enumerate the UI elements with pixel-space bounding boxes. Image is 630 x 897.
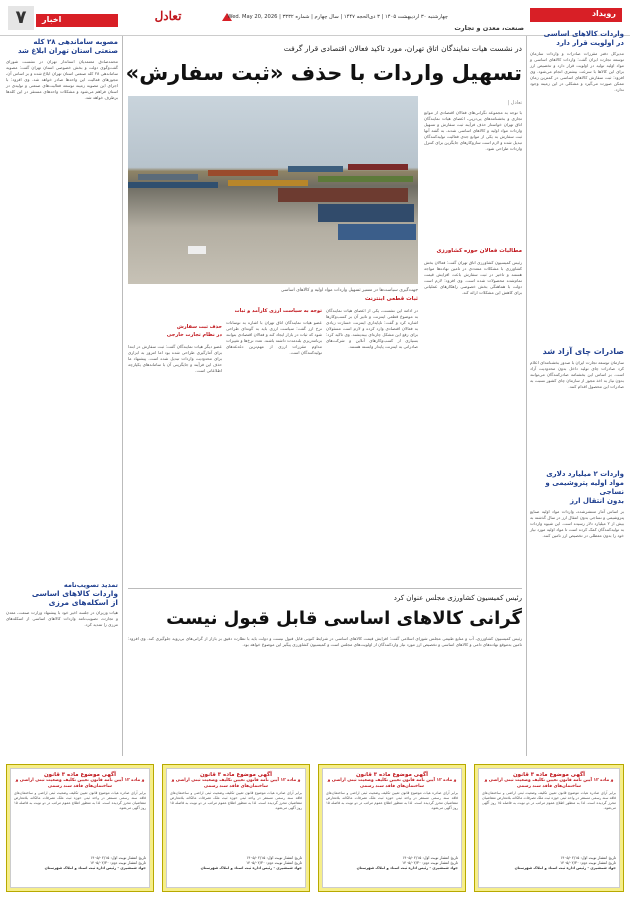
right-head-3b: مواد اولیه پتروشیمی و نساجی — [545, 479, 624, 496]
sub-head-agriculture: مطالبات فعالان حوزه کشاورزی — [436, 248, 522, 254]
body-currency: عضو هیات نمایندگان اتاق تهران با اشاره به نوسانات نرخ ارز گفت: سیاست ارزی باید به گونه‌ای طراحی شود که ثبات در بازار ایجاد کند و فعالان اقتصادی بتوانند برنامه‌ریزی بلندمدت داشته باشند. تعدد نرخ‌ها و تغییرات مداوم مقررات ارزی از مهم‌ترین دغدغه‌های تولیدکنندگان است. — [224, 320, 322, 355]
ad-3-date2: تاریخ انتشار نوبت دوم: ۱۴۰۵/۰۲/۳۰ — [402, 860, 458, 865]
photo-caption: جهت‌گیری سیاست‌ها در مسیر تسهیل واردات مواد اولیه و کالاهای اساسی — [280, 288, 418, 293]
right-head-3: واردات ۲ میلیارد دلاری — [546, 470, 624, 478]
left-body-1: محمدصادق معتمدیان استاندار تهران در نشست شورای گفت‌وگوی دولت و بخش خصوصی استان تهران گفت: مصوبه ساماندهی ۲۸ کله صنعتی استان تهران ابلاغ شده و بر اساس آن، مجوزهای فعالیت این واحدها صادر خواهد شد. وی افزود: با اجرای این مصوبه زمینه توسعه فعالیت‌های صنعتی و تولیدی در استان فراهم می‌شود و مشکلات واحدهای مستقر در این کله‌ها برطرف خواهد شد. — [4, 59, 119, 100]
left-column-divider — [122, 36, 123, 756]
section-right-label: صنعت، معدن و تجارت — [454, 24, 524, 32]
left-column — [6, 38, 118, 756]
ad-3-footer: جواد شمشیری - رئیس اداره ثبت اسناد و املاک شهرستان — [356, 866, 458, 870]
sub-head-currency: توجه به سیاست ارزی کارآمد و ثبات — [234, 308, 322, 314]
right-column-divider — [526, 36, 527, 756]
ad-4-date1: تاریخ انتشار نوبت اول: ۱۴۰۵/۰۲/۱۵ — [560, 855, 616, 860]
right-body-3: بر اساس آمار منتشرشده، واردات مواد اولیه صنایع پتروشیمی و نساجی بدون انتقال ارز در سال گذشته به بیش از ۲ میلیارد دلار رسیده است. این شیوه واردات به تولیدکنندگان کمک کرده است تا مواد اولیه مورد نیاز خود را بدون معطلی در تخصیص ارز تامین کنند. — [528, 509, 624, 538]
left-head-1: مصوبه ساماندهی ۲۸ کله — [33, 38, 118, 46]
left-head-2: تمدید تصویب‌نامه — [63, 581, 118, 589]
ad-4-title: آگهی موضوع ماده ۳ قانون — [512, 772, 586, 778]
main-kicker: در نشست هیات نمایندگان اتاق تهران، مورد تاکید فعالان اقتصادی قرار گرفت — [283, 44, 522, 53]
sub-head-internet: ثبات قطعی ابنترنت — [364, 296, 418, 302]
main-credit: تعادل | — [507, 100, 522, 106]
ad-2-body: برابر آرای صادره هیات موضوع قانون تعیین تکلیف وضعیت ثبتی اراضی و ساختمان‌های فاقد سند رسمی مستقر در واحد ثبتی حوزه ثبت ملک تصرفات مالکانه بلامعارض متقاضیان محرز گردیده است. لذا به منظور اطلاع عموم مراتب در دو نوبت به فاصله ۱۵ روز آگهی می‌شود. — [168, 791, 302, 810]
page-number: ۷ — [8, 6, 34, 30]
ad-4-footer: جواد شمشیری - رئیس اداره ثبت اسناد و املاک شهرستان — [514, 866, 616, 870]
bottom-article-rule — [128, 588, 522, 589]
ad-box-4 — [474, 764, 624, 892]
ad-2-footer: جواد شمشیری - رئیس اداره ثبت اسناد و املاک شهرستان — [200, 866, 302, 870]
body-internet: در ادامه این نشست، یکی از اعضای هیات نمایندگان به موضوع قطعی اینترنت و تاثیر آن بر کسب‌وکارها اشاره کرد و گفت: ناپایداری اینترنت خسارت زیادی به فعالان اقتصادی وارد کرده و لازم است مسئولان برای رفع این مشکل چاره‌ای بیندیشند. وی تاکید کرد: بسیاری از کسب‌وکارهای آنلاین و شرکت‌های صادراتی به اینترنت پایدار وابسته هستند. — [324, 308, 418, 349]
right-body-1: مدیرکل دفتر مقررات صادرات و واردات سازمان توسعه تجارت ایران گفت: واردات کالاهای اساسی و مواد اولیه تولید در اولویت قرار دارد و تخصیص ارز برای این کالاها با سرعت بیشتری انجام می‌شود. وی افزود: ثبت سفارش کالاهای اساسی در کمترین زمان ممکن صورت می‌گیرد و مشکلی در این زمینه وجود ندارد. — [528, 51, 624, 92]
ad-4-date2: تاریخ انتشار نوبت دوم: ۱۴۰۵/۰۲/۳۰ — [560, 860, 616, 865]
ad-box-2 — [162, 764, 310, 892]
right-column — [530, 30, 624, 756]
bottom-kicker: رئیس کمیسیون کشاورزی مجلس عنوان کرد — [393, 594, 522, 602]
ad-1-date1: تاریخ انتشار نوبت اول: ۱۴۰۵/۰۲/۱۵ — [90, 855, 146, 860]
left-head-2c: از اسکله‌های مرزی — [48, 598, 118, 607]
left-head-2b: واردات کالاهای اساسی — [31, 589, 118, 598]
logo: تعادل — [154, 9, 182, 23]
ad-box-1 — [6, 764, 154, 892]
ad-3-title: آگهی موضوع ماده ۳ قانون — [355, 772, 429, 778]
right-head-2: صادرات چای آزاد شد — [542, 347, 624, 356]
ad-4-subtitle: و ماده ۱۳ آیین نامه قانون تعیین تکلیف وضعیت ثبتی اراضی و ساختمان‌های فاقد سند رسمی — [484, 778, 614, 789]
right-head-1: واردات کالاهای اساسی — [543, 30, 624, 38]
sub-head-order-removal: حذف ثبت سفارش — [176, 324, 222, 330]
right-body-2: سازمان توسعه تجارت ایران با صدور بخشنامه‌ای اعلام کرد صادرات چای تولید داخل بدون محدودیت آزاد است. بر اساس این بخشنامه صادرکنندگان می‌توانند بدون نیاز به اخذ مجوز از سازمان چای کشور نسبت به صادرات این محصول اقدام کنند. — [528, 360, 624, 389]
ad-2-date2: تاریخ انتشار نوبت دوم: ۱۴۰۵/۰۲/۳۰ — [246, 860, 302, 865]
section-right-tag: رویداد — [530, 8, 622, 22]
ad-1-subtitle: و ماده ۱۳ آیین نامه قانون تعیین تکلیف وضعیت ثبتی اراضی و ساختمان‌های فاقد سند رسمی — [15, 778, 145, 789]
bottom-headline: گرانی کالاهای اساسی قابل قبول نیست — [166, 608, 522, 629]
dateline: چهارشنبه ۳۰ اردیبهشت ۱۴۰۵ | ۳ ذی‌الحجه ۱۴۴۷ | سال چهارم | شماره ۳۳۳۲ | Wed. May 20, 2026 — [227, 14, 448, 20]
main-lede: با توجه به مجموعه نگرانی‌های فعالان اقتصادی از موانع تجاری و بخشنامه‌های پی‌درپی، اعضای هیات نمایندگان اتاق تهران خواستار حذف فرآیند ثبت سفارش و تسهیل واردات مواد اولیه و کالاهای اساسی شدند. به گفته آنها ثبت سفارش به یکی از موانع جدی فعالیت تولیدکنندگان تبدیل شده و لازم است سازوکارهای جایگزین برای کنترل واردات طراحی شود. — [422, 110, 522, 151]
ad-1-date2: تاریخ انتشار نوبت دوم: ۱۴۰۵/۰۲/۳۰ — [90, 860, 146, 865]
ad-3-subtitle: و ماده ۱۳ آیین نامه قانون تعیین تکلیف وضعیت ثبتی اراضی و ساختمان‌های فاقد سند رسمی — [327, 778, 457, 789]
body-order-removal: عضو دیگر هیات نمایندگان گفت: ثبت سفارش در ابتدا برای آمارگیری طراحی شده بود اما امروز به ابزاری برای محدودیت واردات تبدیل شده است. پیشنهاد ما حذف این فرآیند و جایگزینی آن با سامانه‌های یکپارچه اطلاعاتی است. — [126, 344, 222, 373]
left-head-1b: صنعتی استان تهران ابلاغ شد — [17, 47, 118, 55]
left-body-2: هیات وزیران در جلسه اخیر خود با پیشنهاد وزارت صنعت، معدن و تجارت، تصویب‌نامه واردات کالاهای اساسی از اسکله‌های مرزی را تمدید کرد. — [4, 610, 118, 627]
port-photo — [128, 96, 418, 284]
ad-1-title: آگهی موضوع ماده ۳ قانون — [43, 772, 117, 778]
sub-head-order-removal-b: در نظام تجارت خارجی — [166, 332, 222, 338]
ad-4-body: برابر آرای صادره هیات موضوع قانون تعیین تکلیف وضعیت ثبتی اراضی و ساختمان‌های فاقد سند رسمی مستقر در واحد ثبتی حوزه ثبت ملک تصرفات مالکانه بلامعارض متقاضیان محرز گردیده است. لذا به منظور اطلاع عموم مراتب در دو نوبت به فاصله ۱۵ روز آگهی می‌شود. — [480, 791, 616, 810]
ad-2-title: آگهی موضوع ماده ۳ قانون — [199, 772, 273, 778]
ad-1-body: برابر آرای صادره هیات موضوع قانون تعیین تکلیف وضعیت ثبتی اراضی و ساختمان‌های فاقد سند رسمی مستقر در واحد ثبتی حوزه ثبت ملک تصرفات مالکانه بلامعارض متقاضیان محرز گردیده است. لذا به منظور اطلاع عموم مراتب در دو نوبت به فاصله ۱۵ روز آگهی می‌شود. — [12, 791, 146, 810]
ad-2-subtitle: و ماده ۱۳ آیین نامه قانون تعیین تکلیف وضعیت ثبتی اراضی و ساختمان‌های فاقد سند رسمی — [171, 778, 301, 789]
ads-row — [0, 760, 630, 897]
ad-2-date1: تاریخ انتشار نوبت اول: ۱۴۰۵/۰۲/۱۵ — [246, 855, 302, 860]
section-left-tag: اخبار — [36, 14, 118, 27]
body-agriculture: رئیس کمیسیون کشاورزی اتاق تهران گفت: فعالان بخش کشاورزی با مشکلات متعددی در تامین نهاده‌ها مواجه هستند و تاخیر در ثبت سفارش باعث افزایش قیمت تمام‌شده محصولات شده است. وی افزود: لازم است دولت با هماهنگی بخش خصوصی راهکارهای عملیاتی برای کاهش این مشکلات ارائه کند. — [422, 260, 522, 295]
bottom-body: رئیس کمیسیون کشاورزی، آب و منابع طبیعی مجلس شورای اسلامی گفت: افزایش قیمت کالاهای اساسی در شرایط کنونی قابل قبول نیست و دولت باید با نظارت دقیق بر بازار از گرانی‌های بی‌رویه جلوگیری کند. وی افزود: تامین به‌موقع نهاده‌های دامی و کالاهای اساسی و تخصیص ارز مورد نیاز واردکنندگان از اولویت‌های مجلس است و کمیسیون کشاورزی پیگیر این موضوع خواهد بود. — [126, 636, 523, 647]
ad-3-date1: تاریخ انتشار نوبت اول: ۱۴۰۵/۰۲/۱۵ — [402, 855, 458, 860]
right-head-1b: در اولویت قرار دارد — [556, 39, 624, 47]
main-headline: تسهیل واردات با حذف «ثبت سفارش» — [125, 61, 522, 85]
right-head-3c: بدون انتقال ارز — [570, 497, 624, 505]
ad-box-3 — [318, 764, 466, 892]
ad-3-body: برابر آرای صادره هیات موضوع قانون تعیین تکلیف وضعیت ثبتی اراضی و ساختمان‌های فاقد سند رسمی مستقر در واحد ثبتی حوزه ثبت ملک تصرفات مالکانه بلامعارض متقاضیان محرز گردیده است. لذا به منظور اطلاع عموم مراتب در دو نوبت به فاصله ۱۵ روز آگهی می‌شود. — [324, 791, 458, 810]
ad-1-footer: جواد شمشیری - رئیس اداره ثبت اسناد و املاک شهرستان — [44, 866, 146, 870]
